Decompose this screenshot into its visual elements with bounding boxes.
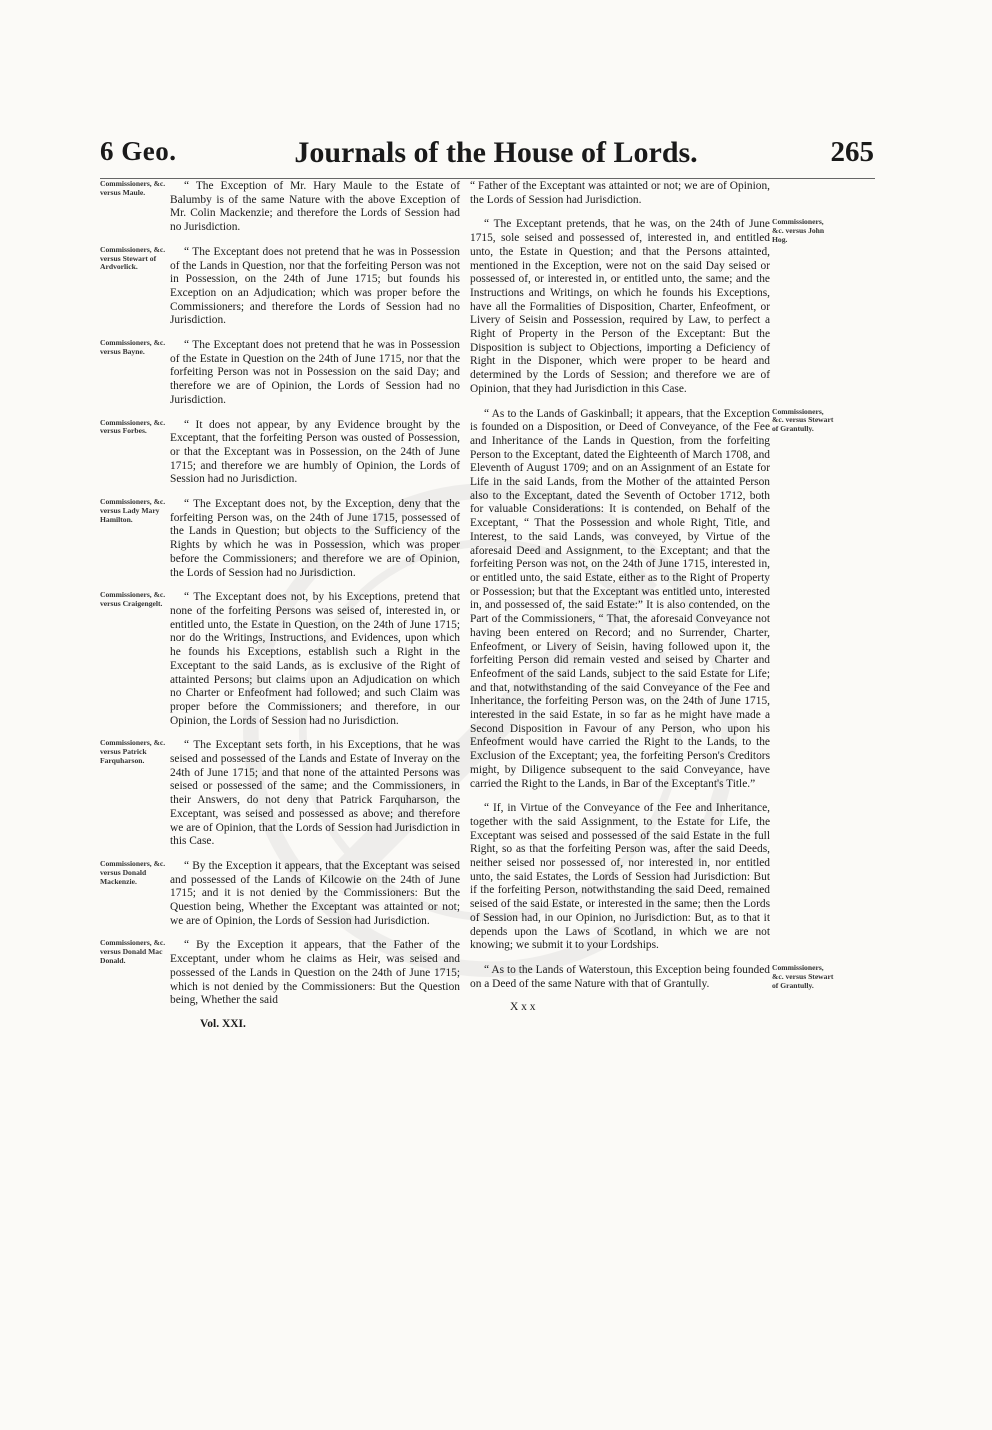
paragraph xyxy=(100,858,460,929)
margin-note: Commissioners, &c. versus Stewart of Grantully. xyxy=(772,406,834,434)
page-header xyxy=(0,136,992,180)
paragraph xyxy=(100,938,460,1008)
margin-note: Commissioners, &c. versus Donald Mackenzie. xyxy=(100,858,166,886)
paragraph-text: “ The Exception of Mr. Hary Maule to the Estate of Balumby is of the same Nature with the above Exception of Mr. Colin Mackenzie; and therefore the Lords of Session had no Jurisdiction. xyxy=(170,180,460,234)
paragraph-text: “ As to the Lands of Gaskinball; it appears, that the Exception is founded on a Disposition, or Deed of Conveyance, of the Fee and Inheritance of the Lands in Question, from the forfeiting Person to the Exceptant, dated the Eighteenth of March 1708, and Eleventh of August 1709; and on an Assignment of an Estate for Life in the said Lands, from the Mother of the attainted Person also to the Exceptant, dated the Seventh of October 1712, both for valuable Considerations: It is contended, on Behalf of the Exceptant, “ That the Possession and whole Right, Title, and Interest, to the said Lands, was conveyed, by Virtue of the aforesaid Deed and Assignment, to the Exceptant; and that the forfeiting Person was not, on the 24th of June 1715, interested in, or entitled unto, the said Estate, either as to the Right of Property or Possession; but that the Exceptant was entitled unto, interested in, and possessed of, the said Estate:” It is also contended, on the Part of the Commissioners, “ That, the aforesaid Conveyance not having been entered on Record; and no Surrender, Charter, Enfeofment, or Livery of Seisin, having followed upon it, the forfeiting Person did remain vested and seised by Charter and Enfeofment of the said Lands, subject to the said Estate for Life; and that, notwithstanding of the said Conveyance of the Fee and Inheritance, the forfeiting Person was, on the 24th of June 1715, interested in the said Estate, in so far as he might have made a Second Disposition in Favour of any Person, who upon his Enfeofment would have carried the Right to the Lands, to the Exclusion of the Exceptant; yea, the forfeiting Person's Creditors might, by Diligence subsequent to the said Conveyance, have carried the Right to the Lands, in Bar of the Exceptant's Title.” xyxy=(470,407,770,790)
paragraph-text: “ The Exceptant does not, by the Exception, deny that the forfeiting Person was, on the 24th of June 1715, possessed of the Lands in Question; but objects to the Sufficiency of the Rights by which he was in Possession, which was proper before the Commissioners; and therefore we are of Opinion, the Lords of Session had no Jurisdiction. xyxy=(170,498,460,579)
header-reign: 6 Geo. xyxy=(100,136,177,166)
paragraph xyxy=(100,738,460,849)
paragraph-text: “ By the Exception it appears, that the Exceptant was seised and possessed of the Lands of Kilcowie on the 24th of June 1715; and it is not denied by the Commissioners: But the Question being, Whether the Exceptant was attainted or not; we are of Opinion, the Lords of Session had Jurisdiction. xyxy=(170,859,460,927)
paragraph-text: “ If, in Virtue of the Conveyance of the Fee and Inheritance, together with the said Assignment, to the Estate for Life, the Exceptant was seised and possessed of the said Estate in the full Right, so as that the forfeiting Person was, after the said Deeds, neither seised nor possessed of, nor interested in, nor entitled unto, the said Estates, the Lords of Session had Jurisdiction: But if the forfeiting Person, notwithstanding the said Deed, remained seised of the said Estate, or interested in the same; then the Lords of Session had, in our Opinion, no Jurisdiction: But, as to that it depends upon the Laws of Scotland, in which we are not knowing; we submit it to your Lordships. xyxy=(470,802,770,952)
paragraph xyxy=(470,962,834,991)
margin-note: Commissioners, &c. versus Forbes. xyxy=(100,417,166,436)
paragraph-text: “ The Exceptant sets forth, in his Exceptions, that he was seised and possessed of the Lands and Estate of Inveray on the 24th of June 1715; and that none of the attainted Persons was seised or possessed of the same; and the Commissioners, in their Answers, do not deny that Patrick Farquharson, the Exceptant, was seised and possessed as above; and therefore we are of Opinion, that the Lords of Session had Jurisdiction in this Case. xyxy=(170,739,460,848)
paragraph xyxy=(100,179,460,235)
column-footer xyxy=(170,1017,460,1031)
margin-note: Commissioners, &c. versus Stewart of Ardvorlick. xyxy=(100,244,166,272)
right-column xyxy=(470,180,834,1014)
paragraph-text: “ The Exceptant does not, by his Exceptions, pretend that none of the forfeiting Persons was seised of, interested in, or entitled unto, the Estate in Question, on the 24th of June 1715; nor do the Writings, Instructions, and Evidences, upon which he founds his Exceptions, establish such a Right in the Exceptant to the said Lands, as is exclusive of the Right of attainted Persons; but claims upon an Adjudication on which no Charter or Enfeofment had followed; and such Claim was proper before the Commissioners; and therefore, in our Opinion, the Lords of Session had no Jurisdiction. xyxy=(170,591,460,727)
margin-note: Commissioners, &c. versus Donald Mac Donald. xyxy=(100,938,166,966)
paragraph xyxy=(470,180,770,207)
paragraph-text: “ As to the Lands of Waterstoun, this Exception being founded on a Deed of the same Nature with that of Grantully. xyxy=(470,963,770,990)
paragraph xyxy=(100,244,460,328)
paragraph xyxy=(100,497,460,580)
header-rule xyxy=(100,178,875,179)
paragraph-text: “ The Exceptant does not pretend that he was in Possession of the Estate in Question on the 24th of June 1715, nor that the forfeiting Person was not in Possession on the said Day; and therefore we are of Opinion, the Lords of Session had no Jurisdiction. xyxy=(170,339,460,406)
column-footer xyxy=(470,1000,770,1014)
paragraph xyxy=(100,590,460,728)
paragraph xyxy=(100,338,460,408)
signature-mark: X x x xyxy=(510,1001,536,1014)
paragraph xyxy=(470,217,825,396)
paragraph xyxy=(470,406,834,792)
left-column xyxy=(100,179,460,1031)
margin-note: Commissioners, &c. versus Stewart of Grantully. xyxy=(772,962,834,990)
paragraph xyxy=(470,802,770,953)
margin-note: Commissioners, &c. versus Bayne. xyxy=(100,338,166,356)
paragraph xyxy=(100,417,460,488)
paragraph-text: “ By the Exception it appears, that the Father of the Exceptant, under whom he claims as Heir, was seised and possessed of the Lands in Question on the 24th of June 1715; which is not denied by the Commissioners: But the Question being, Whether the said xyxy=(170,939,460,1007)
paragraph-text: “ The Exceptant pretends, that he was, on the 24th of June 1715, sole seised and possessed of, interested in, and entitled unto, the Estate in Question; and that the Persons attainted, mentioned in the Exception, were not on the said Day seised or possessed of, or interested in, or entitled unto, the same; and the Instructions and Writings, on which he founds his Exceptions, have all the Formalities of Disposition, Charter, Enfeofment, or Livery of Seisin and Possession, required by Law, to perfect a Right of Property in the Person of the Exceptant: But the Disposition is subject to Objections, importing a Deficiency of Right in the Disponer, which were proper to be heard and determined by the Lords of Session; and therefore we are of Opinion, that they had Jurisdiction in this Case. xyxy=(470,218,770,395)
margin-note: Commissioners, &c. versus John Hog. xyxy=(772,217,825,244)
margin-note: Commissioners, &c. versus Lady Mary Hamilton. xyxy=(100,497,166,524)
page-number: 265 xyxy=(830,136,874,168)
margin-note: Commissioners, &c. versus Maule. xyxy=(100,179,166,197)
volume-label: Vol. XXI. xyxy=(200,1017,246,1030)
margin-note: Commissioners, &c. versus Craigengelt. xyxy=(100,590,166,609)
header-title: Journals of the House of Lords. xyxy=(294,136,698,169)
paragraph-text: “ It does not appear, by any Evidence brought by the Exceptant, that the forfeiting Person was ousted of Possession, or that the Exceptant was in Possession, on the 24th of June 1715; and therefore we are humbly of Opinion, the Lords of Session had no Jurisdiction. xyxy=(170,418,460,486)
margin-note: Commissioners, &c. versus Patrick Farquharson. xyxy=(100,738,166,765)
paragraph-text: “ The Exceptant does not pretend that he was in Possession of the Lands in Question, nor that the forfeiting Person was not in Possession, on the 24th of June 1715; but founds his Exception on an Adjudication; which was proper before the Commissioners; and therefore the Lords of Session had no Jurisdiction. xyxy=(170,245,460,327)
paragraph-text: “ Father of the Exceptant was attainted or not; we are of Opinion, the Lords of Session had Jurisdiction. xyxy=(470,180,770,206)
